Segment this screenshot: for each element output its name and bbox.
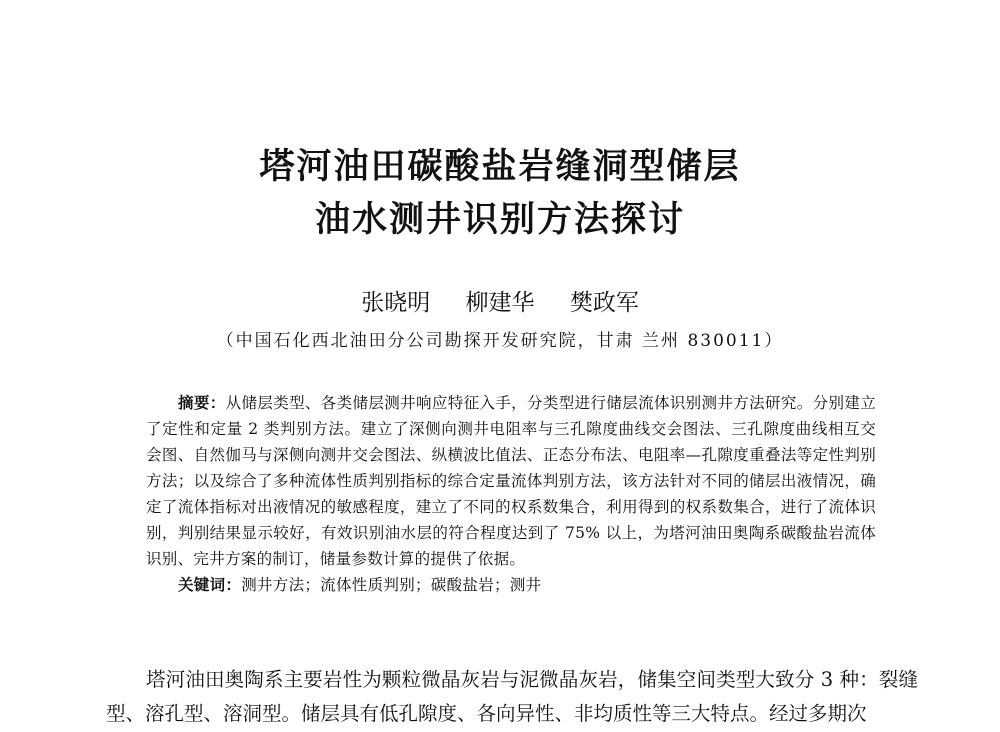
paper-title-line-1: 塔河油田碳酸盐岩缝洞型储层: [259, 147, 741, 187]
keywords-label: 关键词：: [178, 576, 242, 594]
paper-title-line-2: 油水测井识别方法探讨: [314, 200, 685, 240]
author-name: 樊政军: [569, 290, 639, 316]
keywords-text: 测井方法；流体性质判别；碳酸盐岩；测井: [241, 576, 542, 594]
author-list: [0, 292, 1000, 315]
author-affiliation: （中国石化西北油田分公司勘探开发研究院，甘肃 兰州 830011）: [216, 331, 784, 351]
body-paragraph: 塔河油田奥陶系主要岩性为颗粒微晶灰岩与泥微晶灰岩，储集空间类型大致分 3 种：裂缝型、溶孔型、溶洞型。储层具有低孔隙度、各向异性、非均质性等三大特点。经过多期次: [106, 668, 918, 725]
abstract-label: 摘要：: [178, 394, 226, 412]
abstract-paragraph: [146, 390, 876, 572]
keywords-paragraph: [146, 572, 876, 598]
author-name: 张晓明: [361, 290, 431, 316]
abstract-text: 从储层类型、各类储层测井响应特征入手，分类型进行储层流体识别测井方法研究。分别建立了定性和定量 2 类判别方法。建立了深侧向测井电阻率与三孔隙度曲线交会图法、三孔隙度曲线相互交会图、自然伽马与深侧向测井交会图法、纵横波比值法、正态分布法、电阻率—孔隙度重叠法等定性判别方法；以及综合了多种流体性质判别指标的综合定量流体判别方法，该方法针对不同的储层出液情况，确定了流体指标对出液情况的敏感程度，建立了不同的权系数集合，利用得到的权系数集合，进行了流体识别，判别结果显示较好，有效识别油水层的符合程度达到了 75% 以上，为塔河油田奥陶系碳酸盐岩流体识别、完井方案的制订，储量参数计算的提供了依据。: [146, 394, 876, 568]
author-name: 柳建华: [465, 290, 535, 316]
abstract-block: [146, 390, 876, 598]
